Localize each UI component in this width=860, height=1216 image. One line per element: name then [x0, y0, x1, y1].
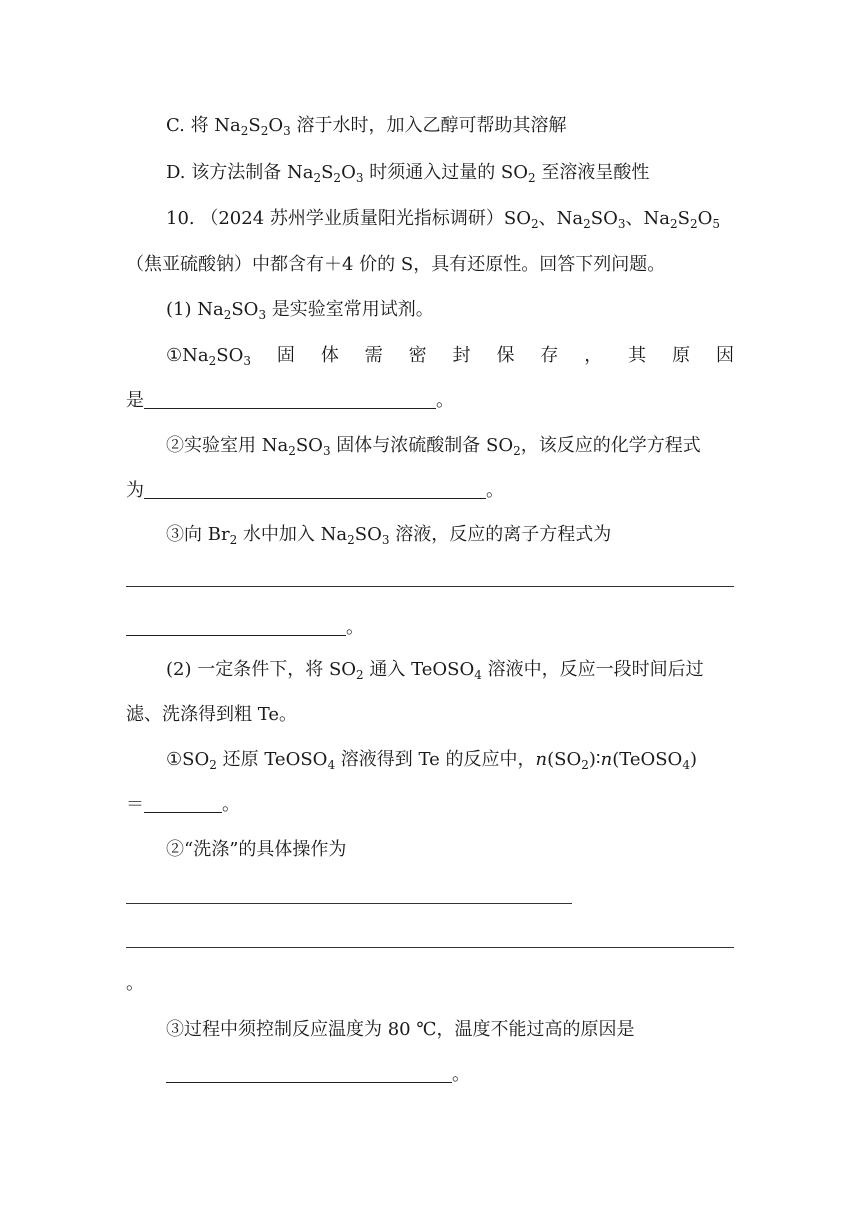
answer-blank[interactable] — [166, 1064, 452, 1083]
part-2-intro: (2) 一定条件下，将 $SO_2$ 通入 TeOSO$_4$ 溶液中，反应一段时间后过 — [166, 659, 704, 682]
part-2-3-question: ③过程中须控制反应温度为 80 ℃，温度不能过高的原因是 — [166, 1019, 635, 1040]
part-2-1-answer-line: ＝ 。 — [126, 794, 240, 815]
answer-blank[interactable] — [144, 390, 436, 409]
part-1-1-question: $①Na_2SO_3$ 固 体 需 密 封 保 存 ， 其 原 因 — [166, 345, 734, 368]
option-d: D. 该方法制备 $Na_2S_2O_3$ 时须通入过量的 $SO_2$ 至溶液呈酸性 — [166, 162, 650, 185]
part-2-intro-cont: 滤、洗涤得到粗 Te。 — [126, 704, 297, 725]
part-1-2-answer-line: 为 。 — [126, 480, 504, 501]
part-1-3-answer-line: 。 — [126, 616, 860, 640]
part-2-3-answer-line: 。 — [166, 1063, 860, 1087]
option-c: C. 将 $Na_2S_2O_3$ 溶于水时，加入乙醇可帮助其溶解 — [166, 115, 567, 138]
answer-blank[interactable] — [126, 903, 572, 904]
part-2-2-question: ②“洗涤”的具体操作为 — [166, 839, 347, 860]
answer-blank[interactable] — [126, 586, 734, 587]
question-10-heading: 10. （2024 苏州学业质量阳光指标调研）$SO_2$、$Na_2SO_3$、$Na_2S_2O_5$ — [166, 208, 720, 231]
part-1-3-question: ③向 $Br_2$ 水中加入 $Na_2SO_3$ 溶液，反应的离子方程式为 — [166, 524, 612, 547]
answer-blank[interactable] — [144, 480, 486, 499]
answer-blank[interactable] — [126, 617, 226, 636]
part-1-2-question: ②实验室用 $Na_2SO_3$ 固体与浓硫酸制备 $SO_2$，该反应的化学方程式 — [166, 435, 701, 458]
part-2-1-question: $①SO_2$ 还原 TeOSO$_4$ 溶液得到 Te 的反应中，$n(SO_2)∶n(TeOSO_4)$ — [166, 749, 697, 772]
answer-blank[interactable] — [144, 794, 222, 813]
answer-blank[interactable] — [226, 617, 346, 636]
question-10-stem: （焦亚硫酸钠）中都含有＋4 价的 S，具有还原性。回答下列问题。 — [126, 254, 666, 275]
part-2-2-end: 。 — [126, 973, 144, 994]
answer-blank[interactable] — [126, 947, 734, 948]
part-1-intro: (1) $Na_2SO_3$ 是实验室常用试剂。 — [166, 299, 434, 322]
part-1-1-answer-line: 是 。 — [126, 390, 454, 411]
